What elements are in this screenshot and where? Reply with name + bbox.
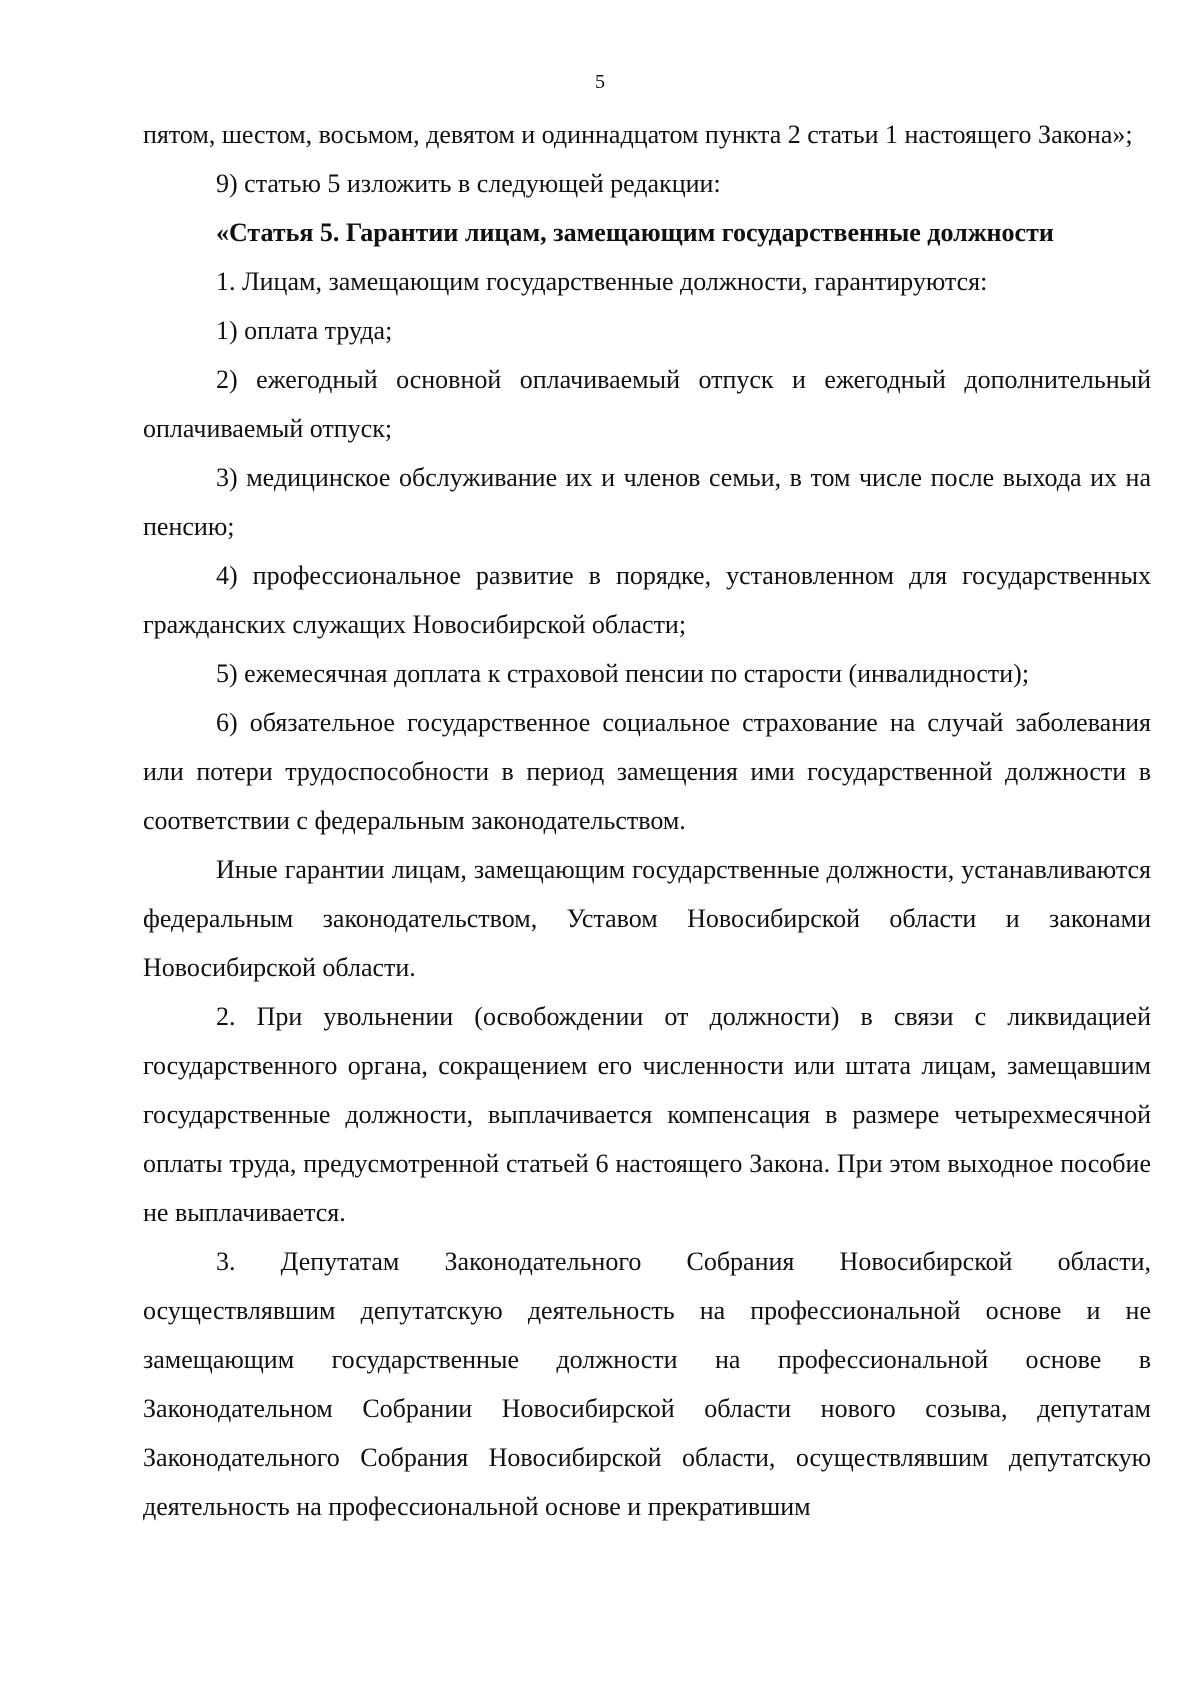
paragraph-subitem-4: 4) профессиональное развитие в порядке, установленном для государственных гражданских служащих Новосибирской области; <box>143 561 1151 639</box>
paragraph-continuation: пятом, шестом, восьмом, девятом и одиннадцатом пункта 2 статьи 1 настоящего Закона»; <box>143 120 1133 149</box>
article-heading: «Статья 5. Гарантии лицам, замещающим государственные должности <box>216 218 1054 247</box>
paragraph-subitem-1: 1) оплата труда; <box>216 316 393 345</box>
paragraph-other-guarantees: Иные гарантии лицам, замещающим государственные должности, устанавливаются федеральным законодательством, Уставом Новосибирской области и законами Новосибирской области. <box>143 855 1151 982</box>
paragraph-clause-1: 1. Лицам, замещающим государственные должности, гарантируются: <box>216 267 988 296</box>
document-body <box>143 110 1151 1531</box>
paragraph-clause-2: 2. При увольнении (освобождении от должности) в связи с ликвидацией государственного органа, сокращением его численности или штата лицам, замещавшим государственные должности, выплачивается компенсация в размере четырехмесячной оплаты труда, предусмотренной статьей 6 настоящего Закона. При этом выходное пособие не выплачивается. <box>143 1002 1151 1227</box>
paragraph-subitem-5: 5) ежемесячная доплата к страховой пенсии по старости (инвалидности); <box>216 659 1030 688</box>
page-number: 5 <box>595 71 605 93</box>
paragraph-subitem-6: 6) обязательное государственное социальное страхование на случай заболевания или потери трудоспособности в период замещения ими государственной должности в соответствии с федеральным законодательством. <box>143 708 1151 835</box>
paragraph-subitem-2: 2) ежегодный основной оплачиваемый отпуск и ежегодный дополнительный оплачиваемый отпуск; <box>143 365 1151 443</box>
paragraph-item-9: 9) статью 5 изложить в следующей редакции: <box>216 169 721 198</box>
paragraph-subitem-3: 3) медицинское обслуживание их и членов семьи, в том числе после выхода их на пенсию; <box>143 463 1151 541</box>
paragraph-clause-3: 3. Депутатам Законодательного Собрания Новосибирской области, осуществлявшим депутатскую деятельность на профессиональной основе и не замещающим государственные должности на профессиональной основе в Законодательном Собрании Новосибирской области нового созыва, депутатам Законодательного Собрания Новосибирской области, осуществлявшим депутатскую деятельность на профессиональной основе и прекратившим <box>143 1247 1151 1521</box>
